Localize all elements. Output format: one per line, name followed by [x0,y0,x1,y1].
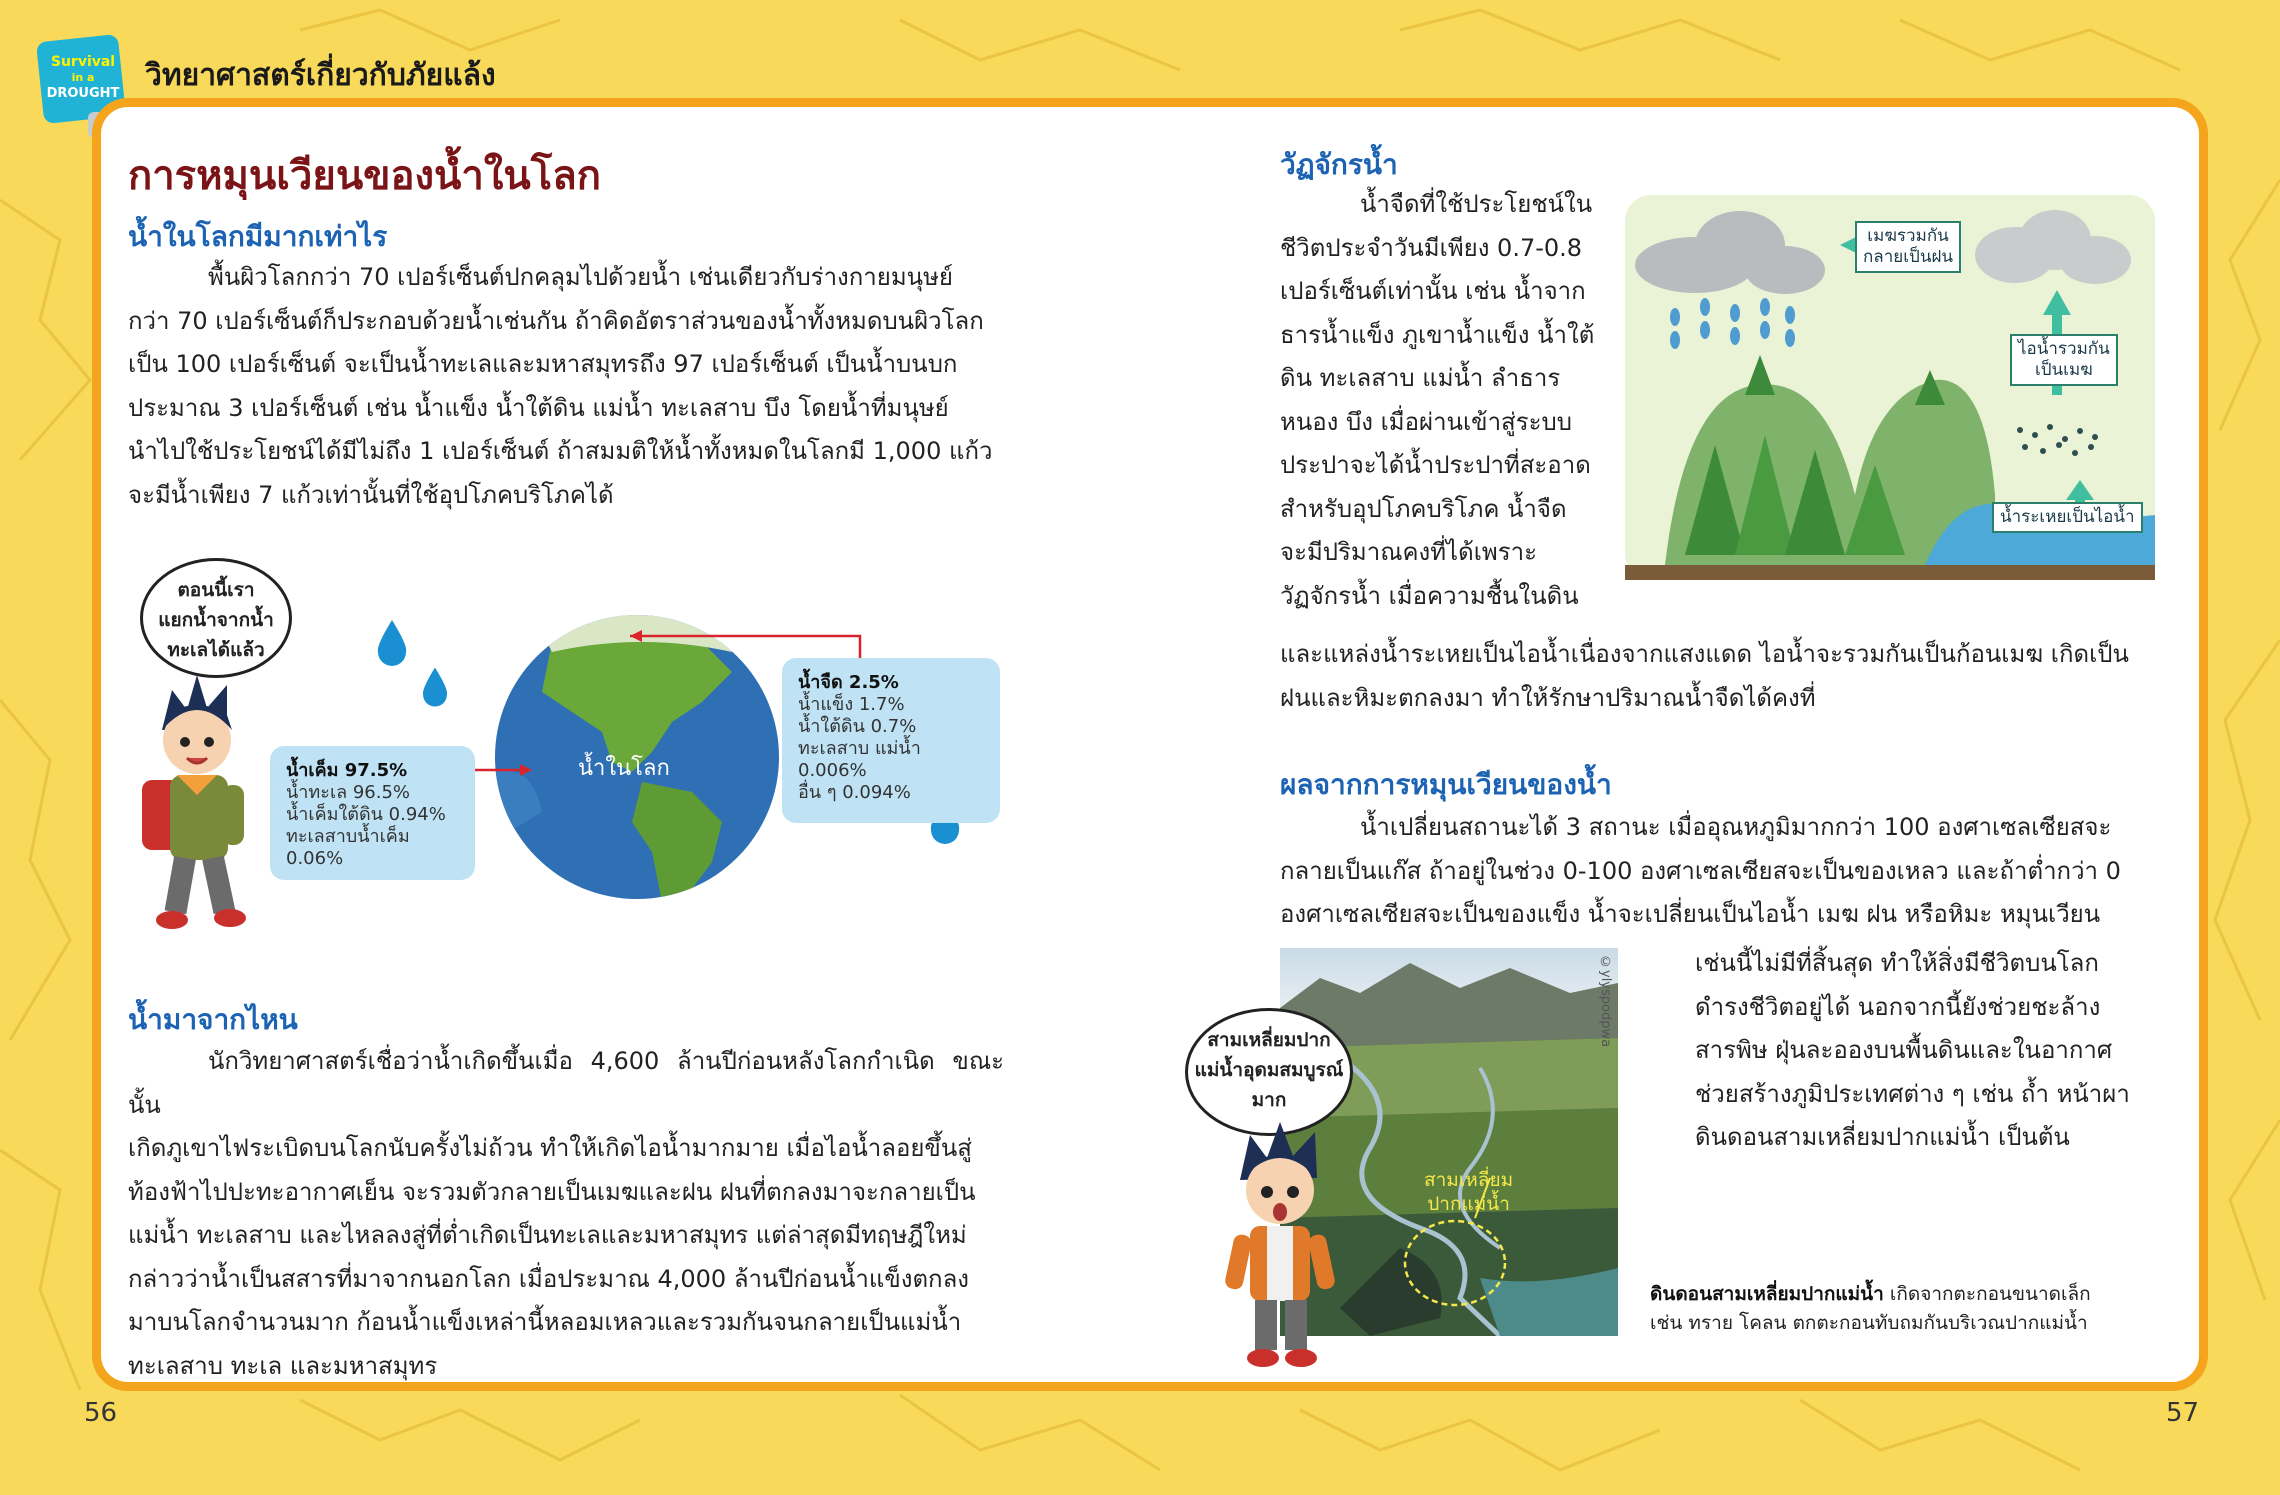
fresh-water-item: อื่น ๆ 0.094% [798,782,911,803]
text-line: จะมีน้ำเพียง 7 แก้วเท่านั้นที่ใช้อุปโภคบริโภคได้ [128,480,614,509]
fresh-water-info-box [782,658,1000,823]
text-line: นำไปใช้ประโยชน์ได้มีไม่ถึง 1 เปอร์เซ็นต์ ถ้าสมมติให้น้ำทั้งหมดในโลกมี 1,000 แก้ว [128,437,993,465]
water-drop-icon [372,618,412,668]
text-line: เป็น 100 เปอร์เซ็นต์ จะเป็นน้ำทะเลและมหาสมุทรถึง 97 เปอร์เซ็นต์ เป็นน้ำบนบก [128,350,958,378]
paragraph-water-cycle-wide [1280,633,2160,720]
label-line: เมฆรวมกัน [1867,226,1949,246]
fresh-water-item: น้ำแข็ง 1.7% [798,694,905,715]
photo-label-delta [1424,1168,1513,1216]
label-line: สามเหลี่ยม [1424,1169,1514,1191]
boy-character-illustration [132,670,262,940]
text-line: กลายเป็นแก๊ส ถ้าอยู่ในช่วง 0-100 องศาเซลเซียสจะเป็นของเหลว และถ้าต่ำกว่า 0 [1280,856,2121,885]
earth-label: น้ำในโลก [578,756,670,781]
text-line: แม่น้ำ ทะเลสาบ และไหลลงสู่ที่ต่ำเกิดเป็นทะเลและมหาสมุทร แต่ล่าสุดมีทฤษฎีใหม่ [128,1221,967,1249]
bubble-line: ทะเลได้แล้ว [167,639,265,661]
text-line: ธารน้ำแข็ง ภูเขาน้ำแข็ง น้ำใต้ [1280,320,1595,349]
text-line: มาบนโลกจำนวนมาก ก้อนน้ำแข็งเหล่านี้หลอมเหลวและรวมกันจนกลายเป็นแม่น้ำ [128,1308,962,1336]
text-line: ท้องฟ้าไปปะทะอากาศเย็น จะรวมตัวกลายเป็นเมฆและฝน ฝนที่ตกลงมาจะกลายเป็น [128,1177,976,1206]
paragraph-water-cycle-narrow [1280,183,1620,618]
text-line: น้ำจืดที่ใช้ประโยชน์ใน [1360,190,1593,218]
label-line: ปากแม่น้ำ [1427,1193,1510,1215]
speech-bubble-boy-delta [1185,1008,1353,1136]
label-line: กลายเป็นฝน [1863,247,1954,267]
text-line: น้ำเปลี่ยนสถานะได้ 3 สถานะ เมื่ออุณหภูมิมากกว่า 100 องศาเซลเซียสจะ [1360,813,2112,841]
text-line: กว่า 70 เปอร์เซ็นต์ก็ประกอบด้วยน้ำเช่นกัน ถ้าคิดอัตราส่วนของน้ำทั้งหมดบนผิวโลก [128,306,984,335]
salt-water-item: ทะเลสาบน้ำเค็ม 0.06% [286,826,410,869]
text-line: วัฏจักรน้ำ เมื่อความชื้นในดิน [1280,581,1579,610]
label-vapor-cloud [2010,334,2118,386]
text-line: ชีวิตประจำวันมีเพียง 0.7-0.8 [1280,233,1583,262]
page-number-left: 56 [84,1398,118,1428]
text-line: องศาเซลเซียสจะเป็นของแข็ง น้ำจะเปลี่ยนเป็นไอน้ำ เมฆ ฝน หรือหิมะ หมุนเวียน [1280,900,2101,928]
boy-character-illustration [1215,1120,1345,1372]
text-line: และแหล่งน้ำระเหยเป็นไอน้ำเนื่องจากแสงแดด ไอน้ำจะรวมกันเป็นก้อนเมฆ เกิดเป็น [1280,640,2129,668]
main-heading: การหมุนเวียนของน้ำในโลก [128,153,601,199]
bubble-line: ตอนนี้เรา [177,579,255,601]
text-line: ฝนและหิมะตกลงมา ทำให้รักษาปริมาณน้ำจืดได้คงที่ [1280,683,1816,712]
section-heading-water-amount: น้ำในโลกมีมากเท่าไร [128,220,388,253]
bubble-line: สามเหลี่ยมปาก [1207,1029,1331,1051]
water-drop-icon [418,665,452,709]
bubble-line: มาก [1251,1089,1287,1111]
bubble-line: แม่น้ำอุดมสมบูรณ์ [1194,1059,1344,1081]
caption-line: ดินดอนสามเหลี่ยมปากแม่น้ำ เกิดจากตะกอนขนาดเล็ก [1650,1283,2091,1305]
text-line: กล่าวว่าน้ำเป็นสสารที่มาจากนอกโลก เมื่อประมาณ 4,000 ล้านปีก่อนน้ำแข็งตกลง [128,1264,970,1293]
caption-line: เช่น ทราย โคลน ตกตะกอนทับถมกันบริเวณปากแม่น้ำ [1650,1312,2088,1334]
text-line: สารพิษ ฝุ่นละอองบนพื้นดินและในอากาศ [1695,1036,2113,1064]
label-evaporation: น้ำระเหยเป็นไอน้ำ [1992,502,2143,533]
speech-bubble-boy [140,558,292,678]
text-line: หนอง บึง เมื่อผ่านเข้าสู่ระบบ [1280,407,1572,436]
book-section-title: วิทยาศาสตร์เกี่ยวกับภัยแล้ง [145,58,496,93]
text-line: ประมาณ 3 เปอร์เซ็นต์ เช่น น้ำแข็ง น้ำใต้ดิน แม่น้ำ ทะเลสาบ บึง โดยน้ำที่มนุษย์ [128,393,949,422]
paragraph-cycle-effects-wide [1280,806,2160,937]
text-line: ช่วยสร้างภูมิประเทศต่าง ๆ เช่น ถ้ำ หน้าผา [1695,1079,2130,1108]
text-line: เกิดภูเขาไฟระเบิดบนโลกนับครั้งไม่ถ้วน ทำให้เกิดไอน้ำมากมาย เมื่อไอน้ำลอยขึ้นสู่ [128,1134,972,1162]
fresh-water-title: น้ำจืด 2.5% [798,672,899,693]
paragraph-water-origin [128,1040,1004,1388]
logo-text-line2: in a [71,71,95,84]
fresh-water-item: น้ำใต้ดิน 0.7% [798,716,917,737]
section-heading-water-cycle: วัฏจักรน้ำ [1280,148,1398,181]
logo-text-line3: DROUGHT [46,86,120,101]
label-line: เป็นเมฆ [2034,360,2093,380]
text-line: ทะเลสาบ ทะเล และมหาสมุทร [128,1351,438,1380]
photo-caption [1650,1280,2170,1338]
text-line: จะมีปริมาณคงที่ได้เพราะ [1280,538,1537,566]
salt-water-info-box [270,746,475,880]
paragraph-water-amount [128,256,1004,517]
salt-water-item: น้ำเค็มใต้ดิน 0.94% [286,804,446,825]
salt-water-title: น้ำเค็ม 97.5% [286,760,408,781]
logo-text-line1: Survival [50,54,116,70]
page-number-right: 57 [2166,1398,2200,1428]
photo-credit: ©ylyspodpwa [1598,955,1613,1048]
bubble-line: แยกน้ำจากน้ำ [158,609,274,631]
text-line: ประปาจะได้น้ำประปาที่สะอาด [1280,451,1591,479]
fresh-water-item: ทะเลสาบ แม่น้ำ 0.006% [798,738,921,781]
label-clouds-rain [1855,221,1961,273]
paragraph-cycle-effects-narrow [1695,942,2165,1160]
text-line: ดำรงชีวิตอยู่ได้ นอกจากนี้ยังช่วยชะล้าง [1695,992,2101,1021]
label-line: ไอน้ำรวมกัน [2018,339,2110,359]
text-line: พื้นผิวโลกกว่า 70 เปอร์เซ็นต์ปกคลุมไปด้วยน้ำ เช่นเดียวกับร่างกายมนุษย์ [208,263,953,291]
text-line: เปอร์เซ็นต์เท่านั้น เช่น น้ำจาก [1280,277,1586,305]
text-line: เช่นนี้ไม่มีที่สิ้นสุด ทำให้สิ่งมีชีวิตบนโลก [1695,949,2099,977]
salt-water-item: น้ำทะเล 96.5% [286,782,411,803]
section-heading-water-origin: น้ำมาจากไหน [128,1003,298,1036]
text-line: ดิน ทะเลสาบ แม่น้ำ ลำธาร [1280,364,1561,392]
text-line: สำหรับอุปโภคบริโภค น้ำจืด [1280,494,1567,523]
section-heading-cycle-effects: ผลจากการหมุนเวียนของน้ำ [1280,768,1612,801]
text-line: นักวิทยาศาสตร์เชื่อว่าน้ำเกิดขึ้นเมื่อ 4,600 ล้านปีก่อนหลังโลกกำเนิด ขณะนั้น [128,1047,1004,1119]
text-line: ดินดอนสามเหลี่ยมปากแม่น้ำ เป็นต้น [1695,1123,2070,1151]
